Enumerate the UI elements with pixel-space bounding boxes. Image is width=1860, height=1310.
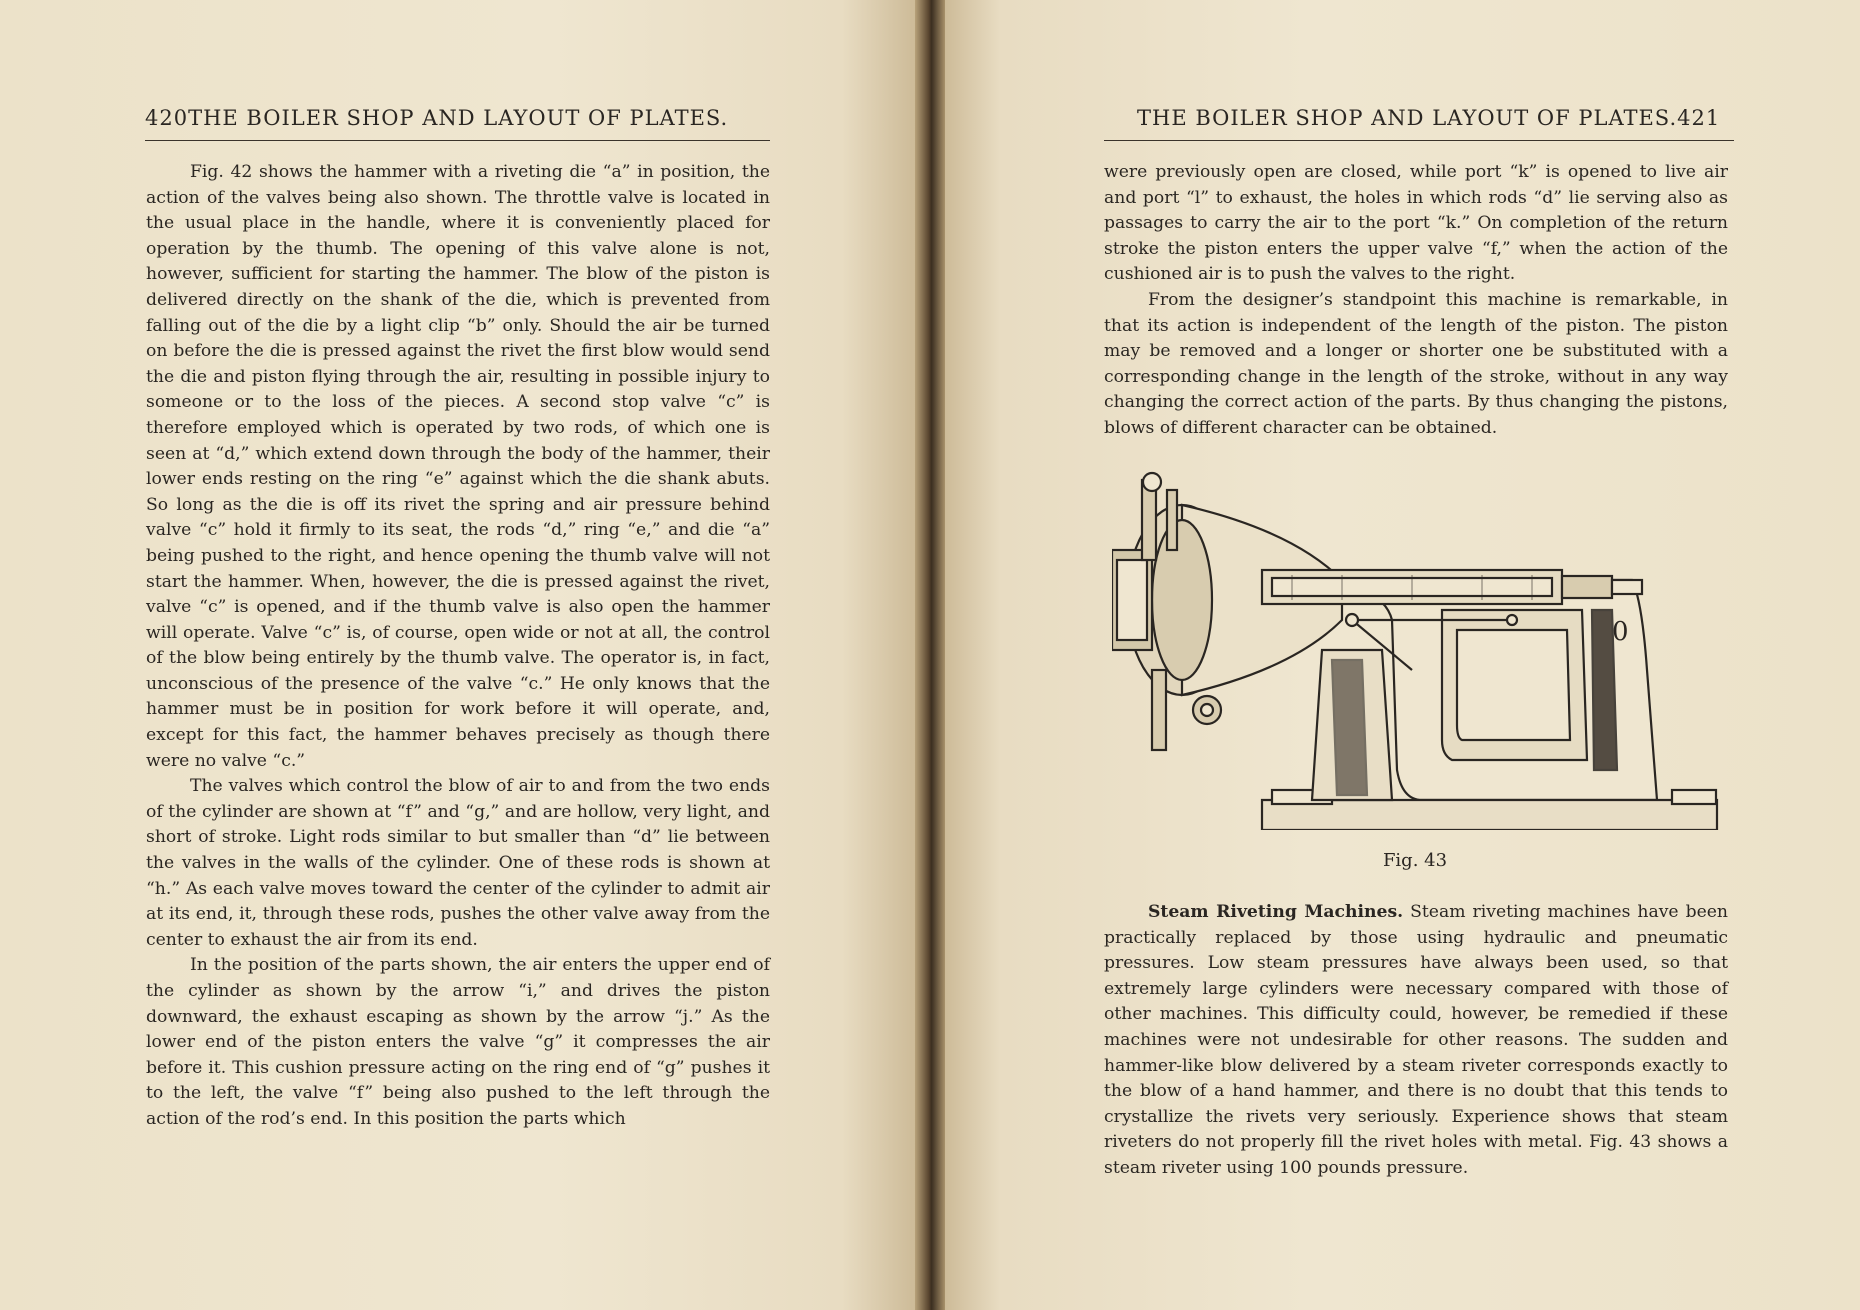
left-page-body [146,160,770,1133]
left-page-number: 420 [145,106,189,130]
steam-riveter-illustration [1112,470,1722,830]
right-page-number: 421 [1677,106,1721,130]
section-heading: Steam Riveting Machines. [1148,902,1404,922]
figure-caption: Fig. 43 [1382,850,1448,871]
book-gutter [915,0,945,1310]
paragraph: Fig. 42 shows the hammer with a riveting die “a” in position, the action of the valves being also shown. The throttle valve is located in the usual place in the handle, where it is conveniently placed for operation by the thumb. The opening of this valve alone is not, however, sufficient for starting the hammer. The blow of the piston is delivered directly on the shank of the die, which is prevented from falling out of the die by a light clip “b” only. Should the air be turned on before the die is pressed against the rivet the first blow would send the die and piston flying through the air, resulting in possible injury to someone or to the loss of the pieces. A second stop valve “c” is therefore employed which is operated by two rods, of which one is seen at “d,” which extend down through the body of the hammer, their lower ends resting on the ring “e” against which the die shank abuts. So long as the die is off its rivet the spring and air pressure behind valve “c” hold it firmly to its seat, the rods “d,” ring “e,” and die “a” being pushed to the right, and hence opening the thumb valve will not start the hammer. When, however, the die is pressed against the rivet, valve “c” is opened, and if the thumb valve is also open the hammer will operate. Valve “c” is, of course, open wide or not at all, the control of the blow being entirely by the thumb valve. The operator is, in fact, unconscious of the presence of the valve “c.” He only knows that the hammer must be in position for work before it will operate, and, except for this fact, the hammer behaves precisely as though there were no valve “c.” [146,162,770,771]
right-page-header [1137,106,1720,130]
right-page-body-bottom [1104,900,1728,1182]
left-header-rule [145,140,770,141]
paragraph: From the designer’s standpoint this machine is remarkable, in that its action is independent of the length of the piston. The piston may be removed and a longer or shorter one be substituted with a corresponding change in the length of the stroke, without in any way changing the correct action of the parts. By thus changing the pistons, blows of different character can be obtained. [1104,289,1728,438]
paragraph: The valves which control the blow of air to and from the two ends of the cylinder are shown at “f” and “g,” and are hollow, very light, and short of stroke. Light rods similar to but smaller than “d” lie between the valves in the walls of the cylinder. One of these rods is shown at “h.” As each valve moves toward the center of the cylinder to admit air at its end, it, through these rods, pushes the other valve away from the center to exhaust the air from its end. [146,776,770,950]
paragraph: were previously open are closed, while port “k” is opened to live air and port “l” to exhaust, the holes in which rods “d” lie serving also as passages to carry the air to the port “k.” On completion of the return stroke the piston enters the upper valve “f,” when the action of the cushioned air is to push the valves to the right. [1104,162,1728,285]
right-page-title: THE BOILER SHOP AND LAYOUT OF PLATES. [1137,106,1678,130]
paragraph: In the position of the parts shown, the air enters the upper end of the cylinder as shown by the arrow “i,” and drives the piston downward, the exhaust escaping as shown by the arrow “j.” As the lower end of the piston enters the valve “g” it compresses the air before it. This cushion pressure acting on the ring end of “g” pushes it to the left, the valve “f” being also pushed to the left through the action of the rod’s end. In this position the parts which [146,955,770,1129]
right-page-body-top [1104,160,1728,442]
section-paragraph [1104,900,1728,1182]
left-page-title: THE BOILER SHOP AND LAYOUT OF PLATES. [188,106,729,130]
left-page-header [145,106,728,130]
svg-text:0: 0 [1612,617,1629,647]
section-text: Steam riveting machines have been practically replaced by those using hydraulic and pneumatic pressures. Low steam pressures have always been used, so that extremely large cylinders were necessary compared with those of other machines. This difficulty could, however, be remedied if these machines were not undesirable for other reasons. The sudden and hammer-like blow delivered by a steam riveter corresponds exactly to the blow of a hand hammer, and there is no doubt that this tends to crystallize the rivets very seriously. Experience shows that steam riveters do not properly fill the rivet holes with metal. Fig. 43 shows a steam riveter using 100 pounds pressure. [1104,902,1729,1178]
left-page [0,0,915,1310]
right-header-rule [1104,140,1734,141]
